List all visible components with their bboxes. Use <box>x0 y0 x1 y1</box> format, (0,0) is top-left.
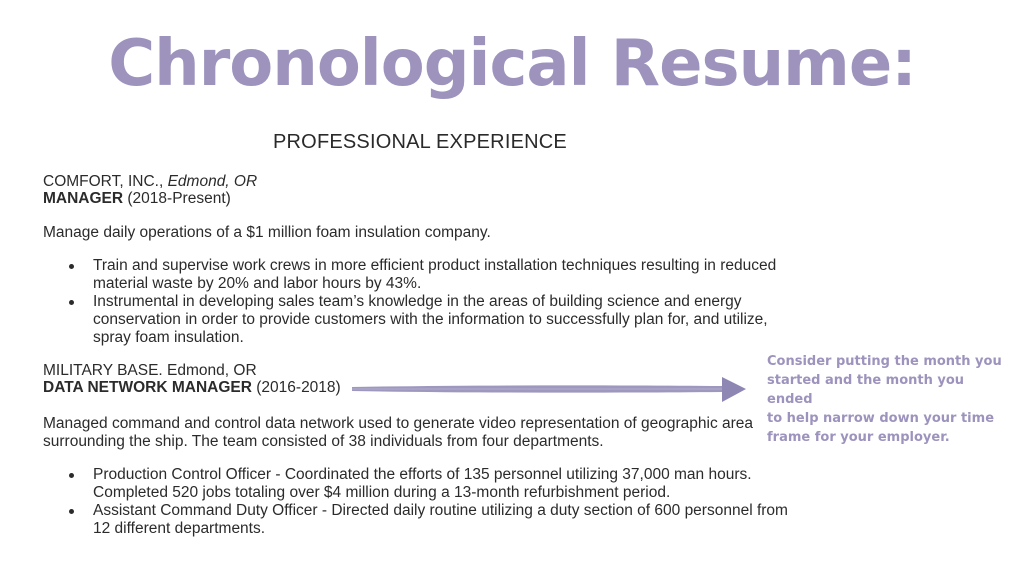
page-title: Chronological Resume: <box>108 27 916 101</box>
summary-line: Managed command and control data network used to generate video representation of geographic area <box>43 415 754 432</box>
callout-line: to help narrow down your time <box>767 411 995 426</box>
callout-line: started and the month you ended <box>767 373 965 407</box>
bullet-line: Completed 520 jobs totaling over $4 million during a 13-month refurbishment period. <box>93 484 671 501</box>
job2-role: DATA NETWORK MANAGER <box>43 379 252 396</box>
section-heading: PROFESSIONAL EXPERIENCE <box>273 131 567 153</box>
bullet-icon <box>69 509 74 514</box>
job1-role-line <box>43 190 231 208</box>
callout-note <box>767 352 1007 447</box>
arrow-right-icon <box>350 376 750 404</box>
bullet-line: 12 different departments. <box>93 520 266 537</box>
summary-line: surrounding the ship. The team consisted of 38 individuals from four departments. <box>43 433 604 450</box>
bullet-icon <box>69 264 74 269</box>
bullet-line: Production Control Officer - Coordinated the efforts of 135 personnel utilizing 37,000 man hours. <box>93 466 752 483</box>
bullet-icon <box>69 300 74 305</box>
bullet-line: material waste by 20% and labor hours by 43%. <box>93 275 422 292</box>
callout-line: frame for your employer. <box>767 430 950 445</box>
job1-company-line <box>43 173 257 191</box>
bullet-line: Train and supervise work crews in more efficient product installation techniques resulting in reduced <box>93 257 777 274</box>
job1-bullet-list <box>43 257 776 347</box>
bullet-icon <box>69 473 74 478</box>
job1-location: Edmond, OR <box>167 173 258 190</box>
job1-company: COMFORT, INC., <box>43 173 168 190</box>
list-item <box>43 502 788 538</box>
job2-bullet-list <box>43 466 788 538</box>
bullet-line: Assistant Command Duty Officer - Directed daily routine utilizing a duty section of 600 personnel from <box>93 502 788 519</box>
bullet-line: Instrumental in developing sales team’s knowledge in the areas of building science and energy <box>93 293 742 310</box>
job2-dates: (2016-2018) <box>251 379 341 396</box>
job2-company: MILITARY BASE. Edmond, OR <box>43 362 257 379</box>
list-item <box>43 466 788 502</box>
bullet-line: spray foam insulation. <box>93 329 244 346</box>
list-item <box>43 257 776 293</box>
job2-role-line <box>43 379 341 397</box>
job1-role: MANAGER <box>43 190 124 207</box>
job1-summary: Manage daily operations of a $1 million foam insulation company. <box>43 224 491 241</box>
list-item <box>43 293 776 347</box>
callout-line: Consider putting the month you <box>767 354 1002 369</box>
bullet-line: conservation in order to provide customers with the information to successfully plan for, and utilize, <box>93 311 768 328</box>
job1-dates: (2018-Present) <box>123 190 231 207</box>
job2-summary <box>43 415 753 451</box>
